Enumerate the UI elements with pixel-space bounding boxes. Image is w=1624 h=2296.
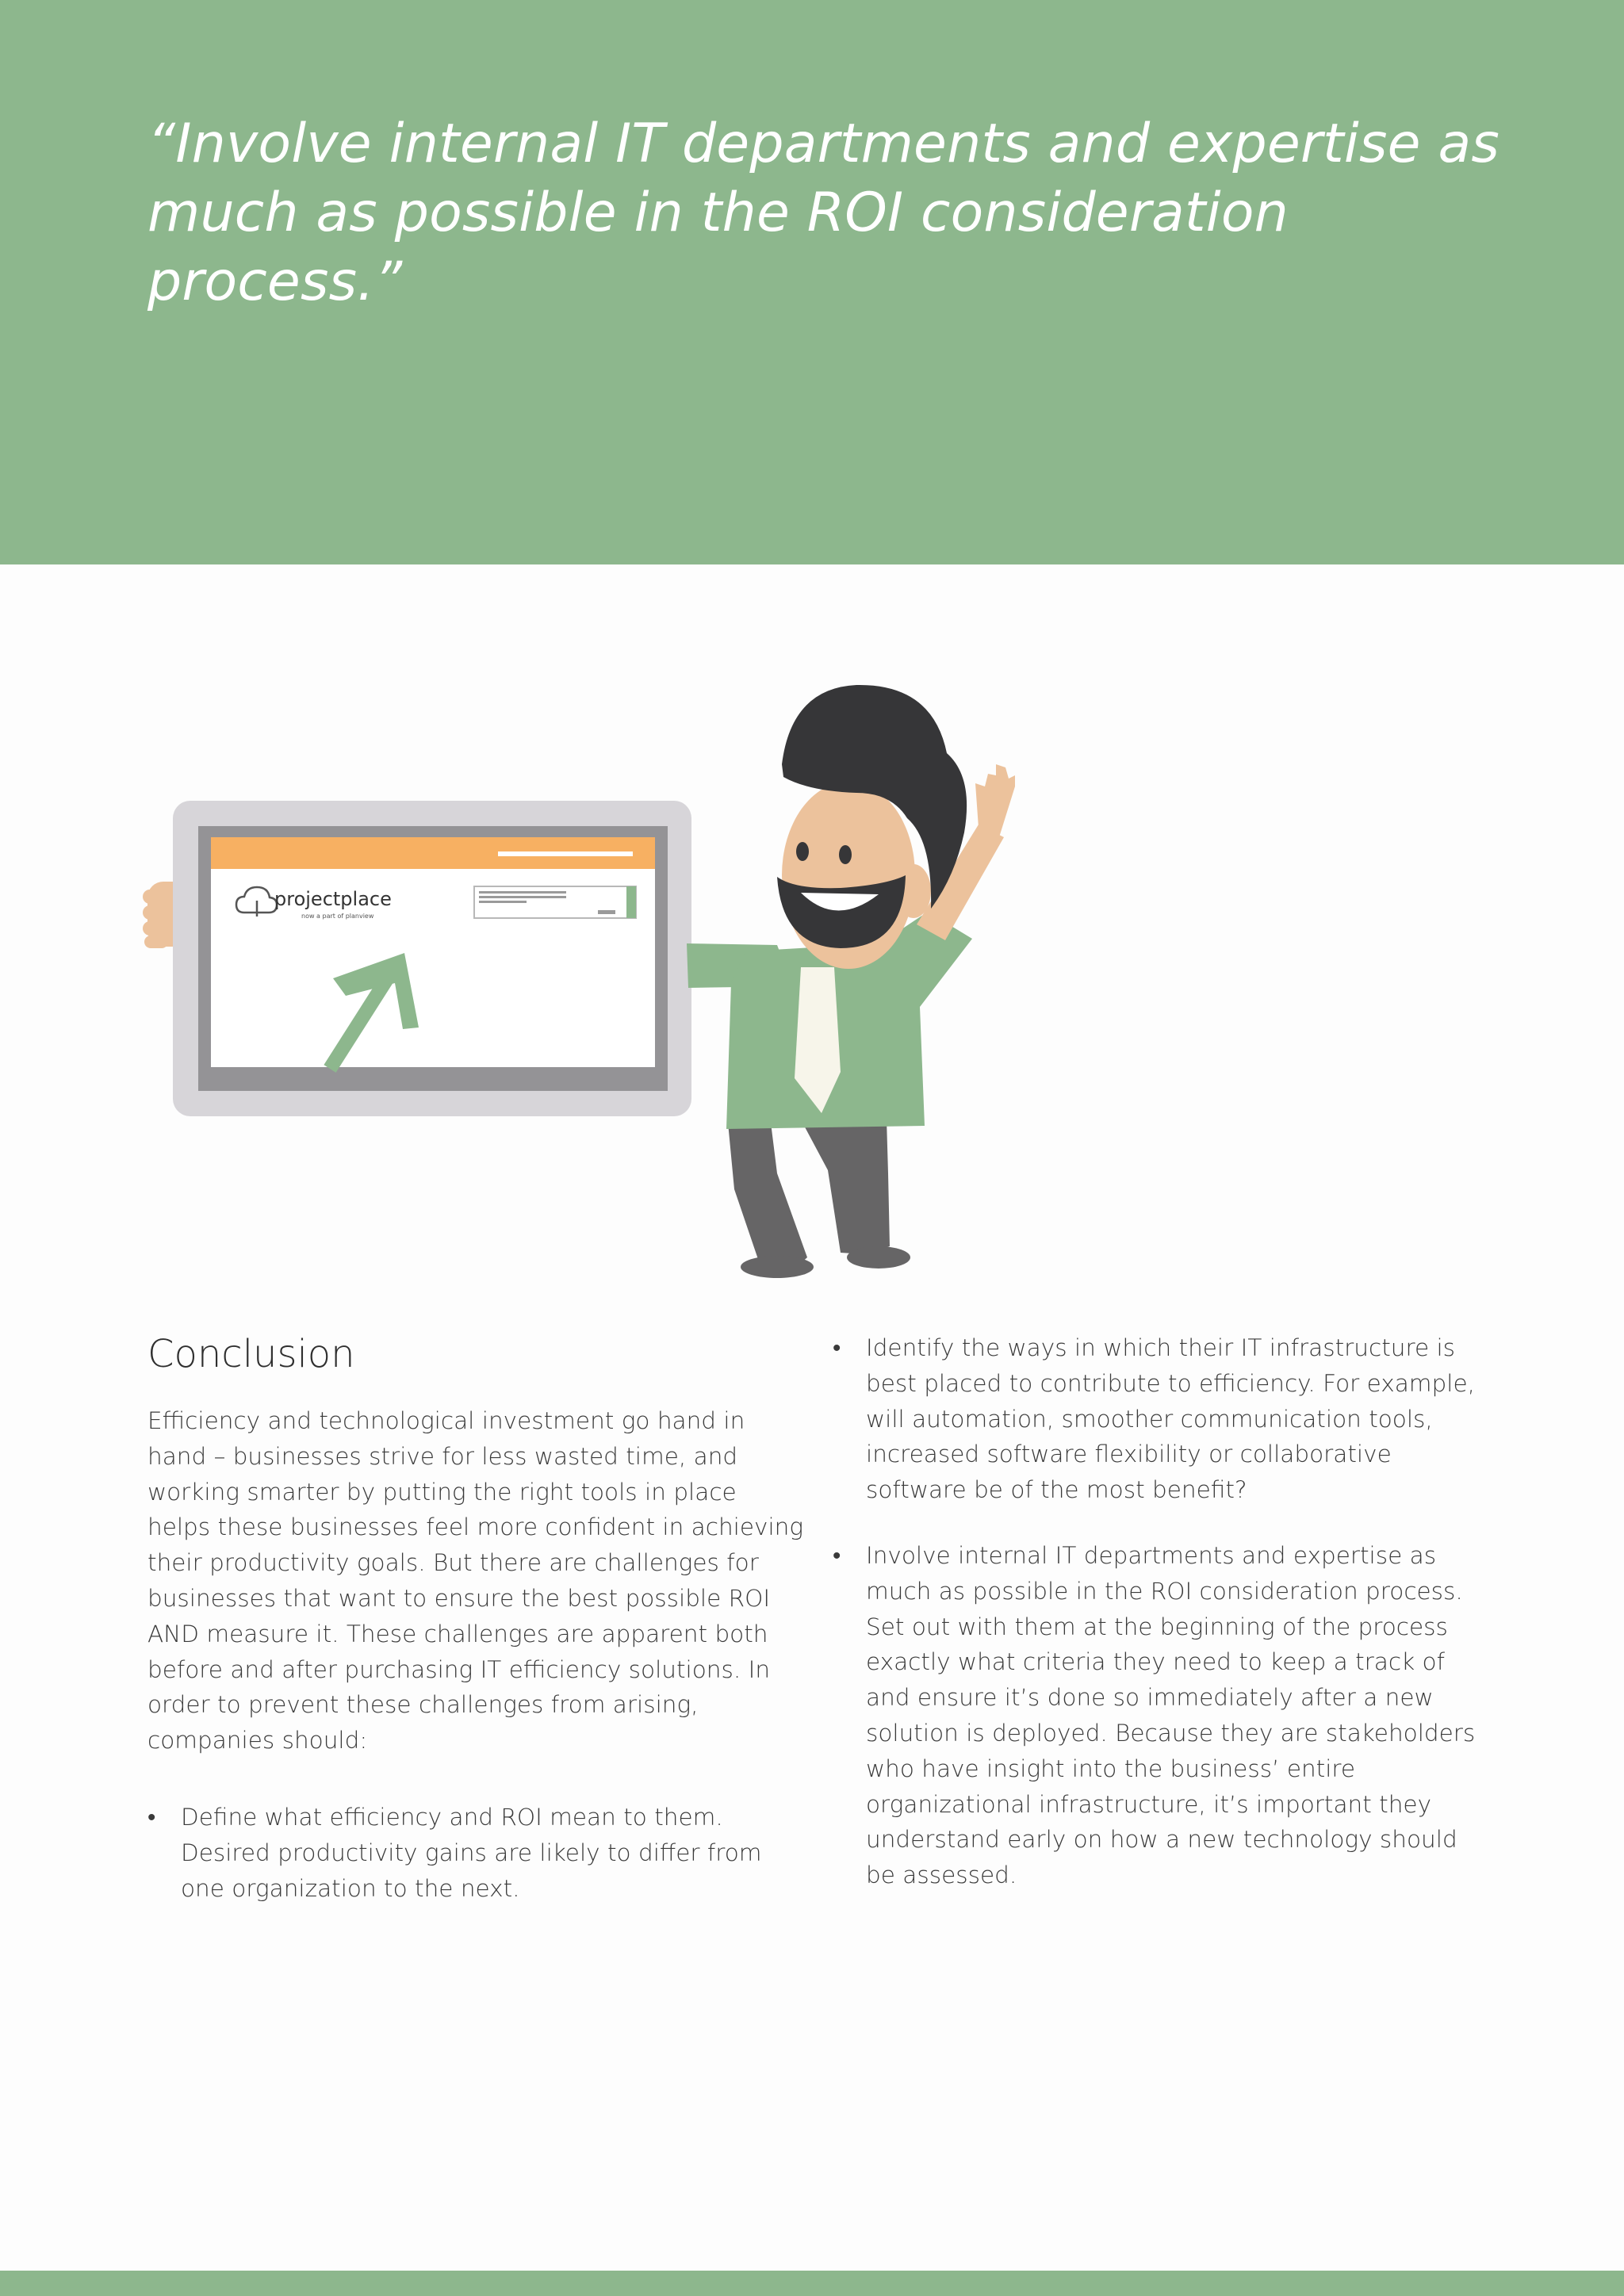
- tablet-widget: [474, 886, 636, 918]
- businessman-tablet-illustration: [143, 682, 1047, 1284]
- bullet-item: [147, 1800, 806, 1906]
- conclusion-right-column: [833, 1326, 1491, 1893]
- bullet-item: [833, 1330, 1491, 1508]
- tablet-logo-subtext: now a part of planview: [301, 913, 374, 920]
- bullet-dot-icon: •: [833, 1334, 841, 1361]
- bullet-dot-icon: •: [833, 1541, 841, 1569]
- pull-quote: “Involve internal IT departments and expertise as much as possible in the ROI consideration process.”: [147, 113, 1500, 313]
- businessman-character: [687, 685, 1015, 1278]
- conclusion-paragraph: Efficiency and technological investment go hand in hand – businesses strive for less wasted time, and working smarter by putting the right tools in place helps these businesses feel more confident in achieving their productivity goals. But there are challenges for businesses that want to ensure the best possible ROI AND measure it. These challenges are apparent both before and after purchasing IT efficiency solutions. In order to prevent these challenges from arising, companies should:: [147, 1407, 804, 1755]
- bullet-text: Involve internal IT departments and expertise as much as possible in the ROI consideration process. Set out with them at the beginning of the process exactly what criteria they need to keep a track of and ensure it’s done so immediately after a new solution is deployed. Because they are stakeholders who have insight into the business’ entire organizational infrastructure, it’s important they understand early on how a new technology should be assessed.: [866, 1541, 1476, 1889]
- conclusion-left-column: [147, 1326, 806, 1906]
- bullet-text: Identify the ways in which their IT infrastructure is best placed to contribute to efficiency. For example, will automation, smoother communication tools, increased software flexibility or collaborative software be of the most benefit?: [866, 1334, 1475, 1504]
- footer-bar: [0, 2271, 1624, 2296]
- conclusion-heading: Conclusion: [147, 1332, 355, 1376]
- tablet-device: [173, 801, 691, 1116]
- hero-banner: [0, 0, 1624, 564]
- bullet-dot-icon: •: [147, 1803, 156, 1831]
- tablet-logo-text: projectplace: [274, 888, 392, 910]
- bullet-text: Define what efficiency and ROI mean to them. Desired productivity gains are likely to differ from one organization to the next.: [181, 1803, 762, 1902]
- bullet-item: [833, 1538, 1491, 1893]
